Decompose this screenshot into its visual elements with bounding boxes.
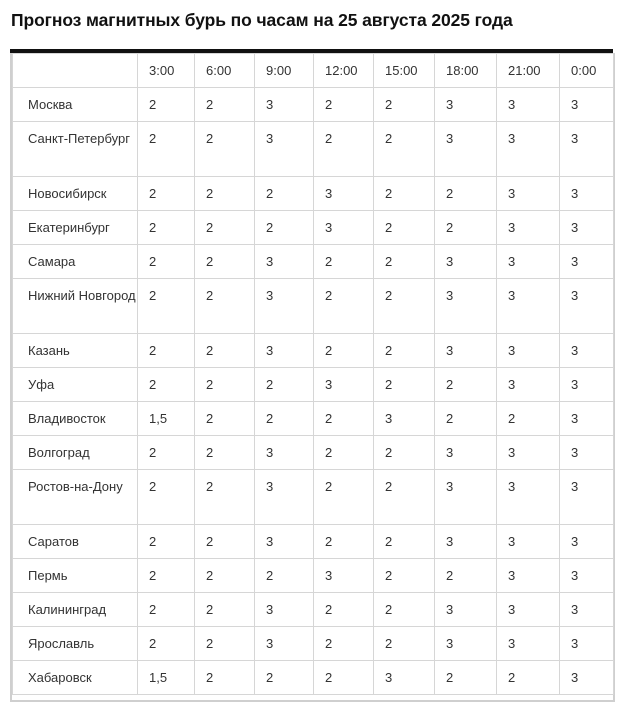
kp-index-cell: 3 bbox=[560, 122, 614, 177]
kp-index-cell: 2 bbox=[195, 402, 255, 436]
header-row bbox=[13, 54, 614, 88]
kp-index-cell: 3 bbox=[497, 177, 560, 211]
kp-index-cell: 2 bbox=[138, 470, 195, 525]
kp-index-cell: 2 bbox=[435, 211, 497, 245]
table-row bbox=[13, 470, 614, 525]
kp-index-cell: 3 bbox=[560, 627, 614, 661]
city-cell: Новосибирск bbox=[13, 177, 138, 211]
kp-index-cell: 3 bbox=[560, 88, 614, 122]
kp-index-cell: 2 bbox=[374, 559, 435, 593]
kp-index-cell: 3 bbox=[374, 402, 435, 436]
kp-index-cell: 3 bbox=[560, 525, 614, 559]
kp-index-cell: 3 bbox=[497, 525, 560, 559]
kp-index-cell: 2 bbox=[138, 88, 195, 122]
city-cell: Владивосток bbox=[13, 402, 138, 436]
table-row bbox=[13, 122, 614, 177]
kp-index-cell: 3 bbox=[255, 470, 314, 525]
table-row bbox=[13, 177, 614, 211]
kp-index-cell: 2 bbox=[138, 122, 195, 177]
kp-index-cell: 2 bbox=[138, 211, 195, 245]
kp-index-cell: 3 bbox=[435, 334, 497, 368]
hour-header: 12:00 bbox=[314, 54, 374, 88]
city-cell: Хабаровск bbox=[13, 661, 138, 695]
city-cell: Ростов-на-Дону bbox=[13, 470, 138, 525]
kp-index-cell: 2 bbox=[314, 593, 374, 627]
kp-index-cell: 3 bbox=[255, 525, 314, 559]
kp-index-cell: 2 bbox=[195, 627, 255, 661]
kp-index-cell: 2 bbox=[138, 245, 195, 279]
kp-index-cell: 2 bbox=[374, 245, 435, 279]
kp-index-cell: 2 bbox=[435, 177, 497, 211]
kp-index-cell: 2 bbox=[195, 245, 255, 279]
kp-index-cell: 2 bbox=[314, 436, 374, 470]
city-cell: Волгоград bbox=[13, 436, 138, 470]
kp-index-cell: 3 bbox=[435, 245, 497, 279]
table-row bbox=[13, 559, 614, 593]
kp-index-cell: 2 bbox=[195, 593, 255, 627]
city-cell: Саратов bbox=[13, 525, 138, 559]
kp-index-cell: 3 bbox=[314, 211, 374, 245]
city-cell: Калининград bbox=[13, 593, 138, 627]
kp-index-cell: 3 bbox=[255, 88, 314, 122]
kp-index-cell: 2 bbox=[195, 368, 255, 402]
kp-index-cell: 2 bbox=[374, 525, 435, 559]
kp-index-cell: 3 bbox=[255, 122, 314, 177]
kp-index-cell: 3 bbox=[435, 593, 497, 627]
kp-index-cell: 2 bbox=[314, 122, 374, 177]
kp-index-cell: 3 bbox=[497, 627, 560, 661]
kp-index-cell: 2 bbox=[255, 402, 314, 436]
kp-index-cell: 3 bbox=[560, 593, 614, 627]
kp-index-cell: 3 bbox=[435, 470, 497, 525]
table-row bbox=[13, 627, 614, 661]
kp-index-cell: 2 bbox=[195, 88, 255, 122]
table-row bbox=[13, 88, 614, 122]
kp-index-cell: 2 bbox=[195, 525, 255, 559]
kp-index-cell: 2 bbox=[374, 122, 435, 177]
kp-index-cell: 2 bbox=[195, 436, 255, 470]
kp-index-cell: 3 bbox=[435, 627, 497, 661]
kp-index-cell: 2 bbox=[314, 627, 374, 661]
table-row bbox=[13, 593, 614, 627]
city-cell: Екатеринбург bbox=[13, 211, 138, 245]
kp-index-cell: 2 bbox=[195, 279, 255, 334]
kp-index-cell: 2 bbox=[314, 88, 374, 122]
city-cell: Уфа bbox=[13, 368, 138, 402]
kp-index-cell: 3 bbox=[497, 368, 560, 402]
table-row bbox=[13, 211, 614, 245]
kp-index-cell: 2 bbox=[138, 436, 195, 470]
kp-index-cell: 3 bbox=[497, 279, 560, 334]
table-row bbox=[13, 436, 614, 470]
kp-index-cell: 3 bbox=[255, 245, 314, 279]
kp-index-cell: 2 bbox=[255, 177, 314, 211]
kp-index-cell: 3 bbox=[255, 334, 314, 368]
kp-index-cell: 2 bbox=[138, 525, 195, 559]
kp-index-cell: 2 bbox=[374, 368, 435, 402]
kp-index-cell: 2 bbox=[138, 368, 195, 402]
kp-index-cell: 2 bbox=[195, 122, 255, 177]
kp-index-cell: 3 bbox=[560, 559, 614, 593]
hour-header: 3:00 bbox=[138, 54, 195, 88]
hour-header: 21:00 bbox=[497, 54, 560, 88]
kp-index-cell: 2 bbox=[497, 661, 560, 695]
kp-index-cell: 2 bbox=[374, 470, 435, 525]
city-cell: Казань bbox=[13, 334, 138, 368]
kp-index-cell: 2 bbox=[138, 334, 195, 368]
table-row bbox=[13, 334, 614, 368]
kp-index-cell: 3 bbox=[497, 88, 560, 122]
kp-index-cell: 2 bbox=[435, 661, 497, 695]
city-cell: Ярославль bbox=[13, 627, 138, 661]
kp-index-cell: 3 bbox=[497, 559, 560, 593]
kp-index-cell: 2 bbox=[195, 334, 255, 368]
kp-index-cell: 3 bbox=[435, 122, 497, 177]
kp-index-cell: 1,5 bbox=[138, 402, 195, 436]
kp-index-cell: 2 bbox=[314, 279, 374, 334]
kp-index-cell: 2 bbox=[195, 177, 255, 211]
kp-index-cell: 3 bbox=[314, 559, 374, 593]
kp-index-cell: 3 bbox=[497, 334, 560, 368]
kp-index-cell: 1,5 bbox=[138, 661, 195, 695]
kp-index-cell: 3 bbox=[255, 436, 314, 470]
kp-index-cell: 3 bbox=[497, 470, 560, 525]
kp-index-cell: 2 bbox=[435, 402, 497, 436]
kp-index-cell: 2 bbox=[255, 211, 314, 245]
kp-index-cell: 2 bbox=[314, 245, 374, 279]
kp-index-cell: 3 bbox=[560, 279, 614, 334]
forecast-table bbox=[12, 53, 614, 695]
city-cell: Москва bbox=[13, 88, 138, 122]
kp-index-cell: 3 bbox=[314, 177, 374, 211]
kp-index-cell: 2 bbox=[255, 559, 314, 593]
table-row bbox=[13, 661, 614, 695]
kp-index-cell: 3 bbox=[255, 279, 314, 334]
kp-index-cell: 2 bbox=[314, 334, 374, 368]
forecast-table-container bbox=[10, 53, 615, 702]
kp-index-cell: 2 bbox=[195, 211, 255, 245]
hour-header: 0:00 bbox=[560, 54, 614, 88]
hour-header: 15:00 bbox=[374, 54, 435, 88]
kp-index-cell: 3 bbox=[560, 402, 614, 436]
kp-index-cell: 3 bbox=[435, 279, 497, 334]
city-cell: Санкт-Петербург bbox=[13, 122, 138, 177]
city-cell: Нижний Новгород bbox=[13, 279, 138, 334]
kp-index-cell: 3 bbox=[560, 368, 614, 402]
hour-header: 6:00 bbox=[195, 54, 255, 88]
kp-index-cell: 2 bbox=[314, 661, 374, 695]
table-row bbox=[13, 402, 614, 436]
kp-index-cell: 3 bbox=[497, 593, 560, 627]
kp-index-cell: 3 bbox=[374, 661, 435, 695]
kp-index-cell: 2 bbox=[195, 470, 255, 525]
kp-index-cell: 2 bbox=[374, 279, 435, 334]
table-row bbox=[13, 368, 614, 402]
kp-index-cell: 2 bbox=[195, 559, 255, 593]
kp-index-cell: 3 bbox=[560, 661, 614, 695]
hour-header: 18:00 bbox=[435, 54, 497, 88]
kp-index-cell: 2 bbox=[374, 211, 435, 245]
kp-index-cell: 3 bbox=[435, 436, 497, 470]
kp-index-cell: 3 bbox=[435, 525, 497, 559]
hour-header: 9:00 bbox=[255, 54, 314, 88]
kp-index-cell: 2 bbox=[435, 368, 497, 402]
kp-index-cell: 3 bbox=[435, 88, 497, 122]
kp-index-cell: 3 bbox=[560, 177, 614, 211]
kp-index-cell: 3 bbox=[497, 122, 560, 177]
kp-index-cell: 3 bbox=[497, 436, 560, 470]
city-cell: Пермь bbox=[13, 559, 138, 593]
kp-index-cell: 2 bbox=[314, 525, 374, 559]
kp-index-cell: 3 bbox=[255, 627, 314, 661]
table-row bbox=[13, 279, 614, 334]
kp-index-cell: 2 bbox=[314, 402, 374, 436]
kp-index-cell: 2 bbox=[374, 593, 435, 627]
kp-index-cell: 2 bbox=[374, 334, 435, 368]
table-row bbox=[13, 245, 614, 279]
kp-index-cell: 3 bbox=[560, 245, 614, 279]
kp-index-cell: 2 bbox=[497, 402, 560, 436]
kp-index-cell: 2 bbox=[195, 661, 255, 695]
kp-index-cell: 3 bbox=[255, 593, 314, 627]
kp-index-cell: 2 bbox=[374, 88, 435, 122]
kp-index-cell: 3 bbox=[560, 470, 614, 525]
kp-index-cell: 2 bbox=[138, 559, 195, 593]
kp-index-cell: 2 bbox=[374, 436, 435, 470]
kp-index-cell: 2 bbox=[255, 661, 314, 695]
kp-index-cell: 2 bbox=[138, 279, 195, 334]
table-row bbox=[13, 525, 614, 559]
kp-index-cell: 2 bbox=[138, 177, 195, 211]
kp-index-cell: 3 bbox=[560, 334, 614, 368]
kp-index-cell: 2 bbox=[138, 627, 195, 661]
city-cell: Самара bbox=[13, 245, 138, 279]
kp-index-cell: 3 bbox=[560, 211, 614, 245]
header-corner bbox=[13, 54, 138, 88]
kp-index-cell: 3 bbox=[560, 436, 614, 470]
kp-index-cell: 2 bbox=[435, 559, 497, 593]
kp-index-cell: 3 bbox=[497, 245, 560, 279]
kp-index-cell: 2 bbox=[314, 470, 374, 525]
kp-index-cell: 3 bbox=[314, 368, 374, 402]
page-title: Прогноз магнитных бурь по часам на 25 августа 2025 года bbox=[11, 10, 513, 30]
kp-index-cell: 2 bbox=[374, 627, 435, 661]
kp-index-cell: 3 bbox=[497, 211, 560, 245]
kp-index-cell: 2 bbox=[374, 177, 435, 211]
kp-index-cell: 2 bbox=[255, 368, 314, 402]
kp-index-cell: 2 bbox=[138, 593, 195, 627]
